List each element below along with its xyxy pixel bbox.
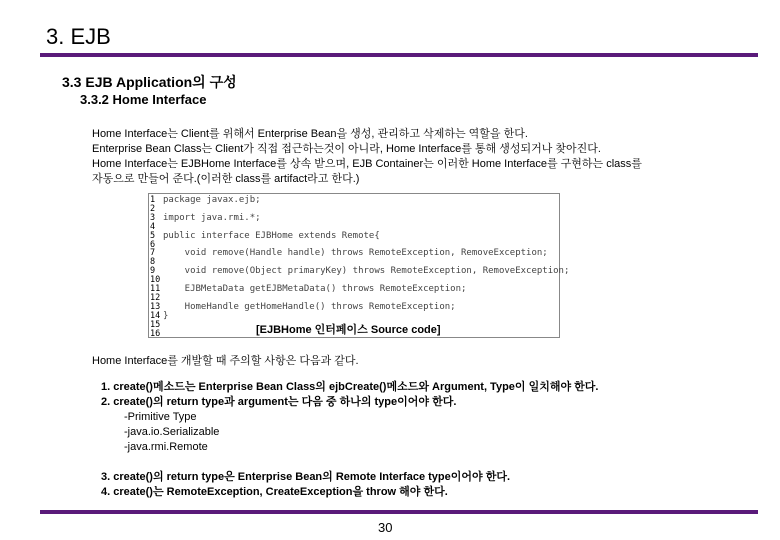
type-option: -Primitive Type bbox=[124, 411, 197, 423]
code-line-number: 15 bbox=[150, 319, 161, 330]
code-line: import java.rmi.*; bbox=[163, 212, 261, 223]
intro-line: Home Interface는 EJBHome Interface를 상속 받으며, EJB Container는 이러한 Home Interface를 구현하는 class를 bbox=[92, 158, 642, 170]
footer-divider bbox=[40, 510, 758, 514]
rules-list bbox=[101, 380, 598, 500]
code-line-number: 13 bbox=[150, 301, 161, 312]
code-line-number: 14 bbox=[150, 310, 161, 321]
type-option: -java.io.Serializable bbox=[124, 426, 220, 438]
section-heading: 3.3 EJB Application의 구성 bbox=[62, 74, 237, 90]
type-option: -java.rmi.Remote bbox=[124, 441, 208, 453]
rule-item: 4. create()는 RemoteException, CreateException을 throw 해야 한다. bbox=[101, 486, 448, 498]
code-line: package javax.ejb; bbox=[163, 195, 261, 205]
subsection-heading: 3.3.2 Home Interface bbox=[80, 92, 207, 107]
intro-line: Enterprise Bean Class는 Client가 직접 접근하는것이 아니라, Home Interface를 통해 생성되거나 찾아진다. bbox=[92, 143, 601, 155]
code-caption: [EJBHome 인터페이스 Source code] bbox=[256, 324, 441, 336]
code-line-number: 7 bbox=[150, 248, 156, 259]
code-line: } bbox=[163, 310, 169, 321]
slide-title: 3. EJB bbox=[46, 24, 111, 49]
code-line-number: 1 bbox=[150, 195, 156, 205]
code-line-number: 8 bbox=[150, 257, 156, 268]
code-line-number: 12 bbox=[150, 292, 161, 303]
rule-item: 1. create()메소드는 Enterprise Bean Class의 ejbCreate()메소드와 Argument, Type이 일치해야 한다. bbox=[101, 381, 599, 393]
code-line-number: 9 bbox=[150, 266, 156, 277]
code-line: HomeHandle getHomeHandle() throws RemoteException; bbox=[163, 301, 456, 312]
code-line-number: 10 bbox=[150, 275, 161, 286]
code-line: void remove(Handle handle) throws RemoteException, RemoveException; bbox=[163, 248, 548, 259]
code-line: public interface EJBHome extends Remote{ bbox=[163, 230, 380, 241]
code-line-number: 2 bbox=[150, 203, 156, 214]
rule-item: 2. create()의 return type과 argument는 다음 중 하나의 type이어야 한다. bbox=[101, 396, 457, 408]
intro-paragraph bbox=[92, 127, 732, 187]
code-line-number: 16 bbox=[150, 328, 161, 339]
page-number: 30 bbox=[378, 520, 393, 535]
code-line: EJBMetaData getEJBMetaData() throws RemoteException; bbox=[163, 284, 467, 294]
code-listing bbox=[148, 193, 570, 339]
code-line-number: 4 bbox=[150, 221, 156, 232]
intro-line: 자동으로 만들어 준다.(이러한 class를 artifact라고 한다.) bbox=[92, 173, 360, 185]
caution-intro: Home Interface를 개발할 때 주의할 사항은 다음과 같다. bbox=[92, 355, 359, 367]
intro-line: Home Interface는 Client를 위해서 Enterprise Bean을 생성, 관리하고 삭제하는 역할을 한다. bbox=[92, 128, 528, 140]
title-divider bbox=[40, 53, 758, 57]
rule-item: 3. create()의 return type은 Enterprise Bean의 Remote Interface type이어야 한다. bbox=[101, 471, 511, 483]
code-line-number: 6 bbox=[150, 239, 156, 250]
code-line: void remove(Object primaryKey) throws RemoteException, RemoveException; bbox=[163, 266, 570, 277]
spacer bbox=[101, 455, 598, 470]
code-line-number: 5 bbox=[150, 230, 156, 241]
code-line-number: 11 bbox=[150, 284, 161, 294]
code-line-number: 3 bbox=[150, 212, 156, 223]
